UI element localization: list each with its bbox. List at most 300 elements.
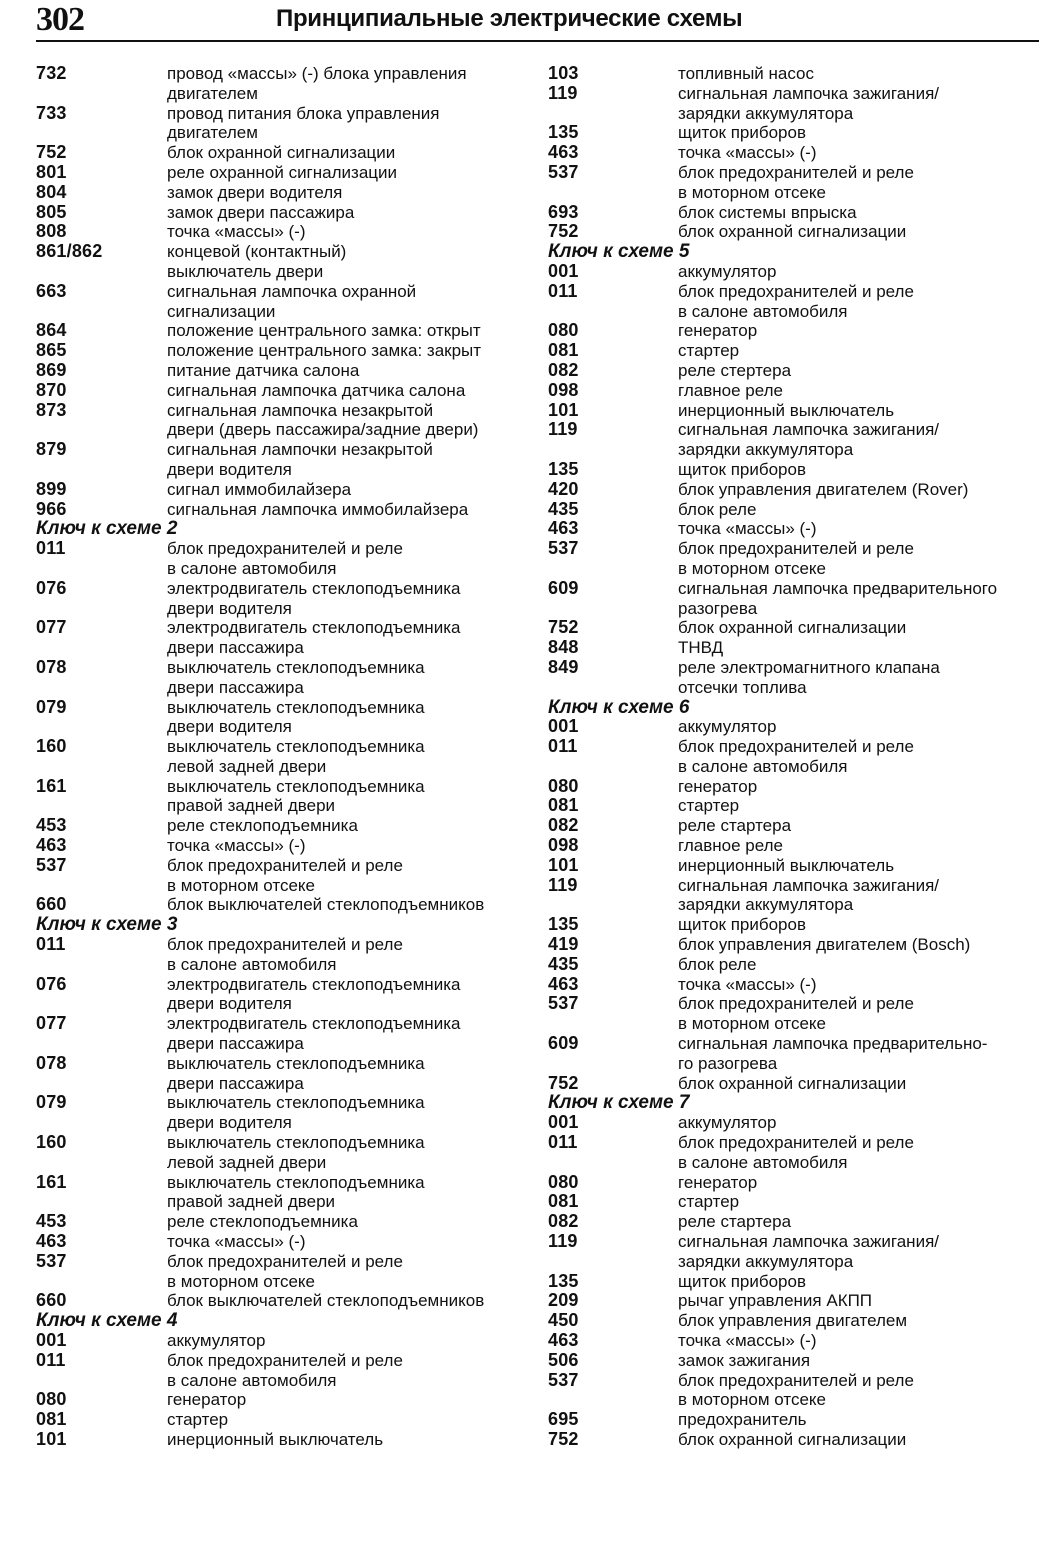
entry-code: 098 — [548, 835, 579, 856]
entry-description — [167, 1252, 532, 1292]
description-line: в моторном отсеке — [167, 1271, 315, 1291]
description-line: точка «массы» (-) — [678, 519, 817, 539]
description-line: блок реле — [678, 954, 757, 974]
entry-code: 076 — [36, 973, 67, 994]
legend-entry — [36, 282, 532, 322]
description-line: выключатель стеклоподъемника — [167, 1053, 425, 1073]
entry-description — [167, 440, 532, 480]
entry-description — [167, 1093, 532, 1133]
description-line: двигателем — [167, 123, 258, 143]
description-line: в салоне автомобиля — [678, 756, 848, 776]
legend-entry — [36, 1212, 532, 1232]
entry-description — [167, 658, 532, 698]
legend-entry — [548, 1311, 1040, 1331]
entry-description — [167, 618, 532, 658]
entry-code: 966 — [36, 498, 67, 519]
description-line: сигнальная лампочка зажигания/ — [678, 83, 939, 103]
entry-code: 537 — [36, 1250, 67, 1271]
entry-code: 435 — [548, 953, 579, 974]
entry-code: 848 — [548, 637, 579, 658]
legend-entry — [548, 1034, 1040, 1074]
description-line: го разогрева — [678, 1053, 778, 1073]
legend-section — [548, 1093, 1040, 1449]
entry-description — [167, 282, 532, 322]
section-heading: Ключ к схеме 7 — [548, 1092, 690, 1114]
entry-code: 732 — [36, 63, 67, 83]
description-line: блок охранной сигнализации — [678, 1073, 907, 1093]
legend-entry — [36, 1410, 532, 1430]
description-line: сигнальная лампочка зажигания/ — [678, 875, 939, 895]
description-line: блок предохранителей и реле — [167, 539, 403, 559]
description-line: выключатель стеклоподъемника — [167, 1093, 425, 1113]
legend-entry — [36, 321, 532, 341]
entry-description — [678, 1311, 1040, 1331]
legend-entry — [548, 935, 1040, 955]
legend-entry — [36, 895, 532, 915]
legend-entry — [548, 1192, 1040, 1212]
legend-entry — [36, 698, 532, 738]
legend-entry — [548, 282, 1040, 322]
legend-entry — [548, 1371, 1040, 1411]
description-line: блок выключателей стеклоподъемников — [167, 1291, 485, 1311]
entry-code: 808 — [36, 221, 67, 242]
description-line: блок предохранителей и реле — [678, 281, 914, 301]
entry-code: 537 — [548, 538, 579, 559]
entry-description — [678, 915, 1040, 935]
legend-section — [36, 1311, 532, 1450]
entry-code: 873 — [36, 399, 67, 420]
legend-entry — [36, 1133, 532, 1173]
description-line: двери пассажира — [167, 638, 304, 658]
description-line: положение центрального замка: открыт — [167, 321, 481, 341]
entry-description — [167, 856, 532, 896]
description-line: выключатель стеклоподъемника — [167, 657, 425, 677]
entry-description — [678, 618, 1040, 638]
entry-code: 463 — [548, 973, 579, 994]
legend-entry — [548, 836, 1040, 856]
entry-code: 506 — [548, 1349, 579, 1370]
entry-description — [678, 282, 1040, 322]
description-line: электродвигатель стеклоподъемника — [167, 1014, 461, 1034]
description-line: блок предохранителей и реле — [167, 1251, 403, 1271]
entry-code: 081 — [548, 795, 579, 816]
legend-entry — [548, 816, 1040, 836]
section-heading: Ключ к схеме 4 — [36, 1310, 178, 1332]
entry-description — [167, 836, 532, 856]
description-line: блок предохранителей и реле — [678, 539, 914, 559]
description-line: провод «массы» (-) блока управления — [167, 64, 467, 83]
description-line: блок предохранителей и реле — [678, 994, 914, 1014]
legend-entry — [548, 539, 1040, 579]
entry-description — [678, 500, 1040, 520]
entry-description — [678, 1212, 1040, 1232]
description-line: в салоне автомобиля — [167, 1370, 337, 1390]
entry-description — [167, 341, 532, 361]
entry-code: 663 — [36, 280, 67, 301]
legend-entry — [548, 480, 1040, 500]
legend-entry — [548, 777, 1040, 797]
legend-entry — [548, 84, 1040, 124]
description-line: топливный насос — [678, 64, 815, 83]
entry-code: 135 — [548, 122, 579, 143]
entry-description — [167, 975, 532, 1015]
entry-code: 077 — [36, 1013, 67, 1034]
description-line: провод питания блока управления — [167, 103, 440, 123]
description-line: сигнальная лампочка зажигания/ — [678, 1232, 939, 1252]
entry-description — [678, 203, 1040, 223]
entry-description — [678, 1291, 1040, 1311]
description-line: щиток приборов — [678, 1271, 806, 1291]
entry-code: 161 — [36, 775, 67, 796]
entry-description — [167, 1390, 532, 1410]
entry-code: 077 — [36, 617, 67, 638]
description-line: выключатель стеклоподъемника — [167, 697, 425, 717]
entry-code: 453 — [36, 1211, 67, 1232]
description-line: в моторном отсеке — [678, 182, 826, 202]
entry-description — [678, 1272, 1040, 1292]
entry-description — [678, 638, 1040, 658]
entry-code: 001 — [548, 260, 579, 281]
entry-code: 119 — [548, 82, 578, 103]
description-line: замок двери пассажира — [167, 202, 355, 222]
entry-description — [167, 480, 532, 500]
entry-code: 733 — [36, 102, 67, 123]
entry-description — [678, 658, 1040, 698]
legend-entry — [548, 876, 1040, 916]
description-line: левой задней двери — [167, 756, 327, 776]
entry-description — [678, 262, 1040, 282]
description-line: в салоне автомобиля — [678, 301, 848, 321]
entry-code: 752 — [36, 142, 67, 163]
legend-entry — [36, 975, 532, 1015]
legend-entry — [36, 816, 532, 836]
legend-entry — [548, 1351, 1040, 1371]
description-line: в салоне автомобиля — [678, 1152, 848, 1172]
description-line: точка «массы» (-) — [167, 836, 306, 856]
entry-description — [167, 1014, 532, 1054]
entry-code: 801 — [36, 161, 67, 182]
entry-code: 001 — [548, 716, 579, 737]
legend-entry — [36, 935, 532, 975]
entry-description — [167, 737, 532, 777]
description-line: в салоне автомобиля — [167, 954, 337, 974]
description-line: стартер — [167, 1410, 229, 1430]
legend-entry — [36, 163, 532, 183]
entry-code: 079 — [36, 696, 67, 717]
page-number: 302 — [36, 1, 84, 38]
entry-description — [167, 698, 532, 738]
entry-description — [167, 539, 532, 579]
legend-entry — [548, 618, 1040, 638]
legend-entry — [548, 975, 1040, 995]
entry-description — [167, 163, 532, 183]
description-line: электродвигатель стеклоподъемника — [167, 974, 461, 994]
description-line: щиток приборов — [678, 123, 806, 143]
entry-description — [678, 84, 1040, 124]
description-line: блок управления двигателем (Bosch) — [678, 935, 971, 955]
legend-entry — [36, 1351, 532, 1391]
entry-code: 011 — [36, 934, 66, 955]
entry-code: 537 — [36, 854, 67, 875]
description-line: генератор — [678, 321, 758, 341]
entry-description — [678, 341, 1040, 361]
entry-description — [167, 1410, 532, 1430]
legend-entry — [36, 579, 532, 619]
description-line: точка «массы» (-) — [167, 222, 306, 242]
entry-description — [167, 203, 532, 223]
legend-entry — [36, 1291, 532, 1311]
entry-code: 081 — [548, 1191, 579, 1212]
entry-code: 899 — [36, 478, 67, 499]
description-line: двери водителя — [167, 717, 292, 737]
entry-description — [167, 895, 532, 915]
legend-entry — [36, 1390, 532, 1410]
entry-description — [167, 1430, 532, 1450]
entry-description — [678, 401, 1040, 421]
entry-code: 752 — [548, 1428, 579, 1449]
legend-section — [548, 242, 1040, 697]
description-line: выключатель стеклоподъемника — [167, 737, 425, 757]
entry-description — [167, 1331, 532, 1351]
entry-code: 135 — [548, 914, 579, 935]
description-line: стартер — [678, 796, 740, 816]
entry-code: 752 — [548, 617, 579, 638]
entry-code: 463 — [36, 835, 67, 856]
entry-code: 101 — [548, 399, 579, 420]
legend-section — [36, 64, 532, 519]
legend-entry — [548, 1113, 1040, 1133]
entry-code: 537 — [548, 993, 579, 1014]
entry-description — [167, 1133, 532, 1173]
legend-entry — [548, 381, 1040, 401]
description-line: сигнальная лампочки незакрытой — [167, 440, 433, 460]
legend-entry — [36, 143, 532, 163]
legend-entry — [36, 222, 532, 242]
description-line: зарядки аккумулятора — [678, 440, 854, 460]
entry-description — [678, 1192, 1040, 1212]
description-line: точка «массы» (-) — [167, 1232, 306, 1252]
legend-entry — [36, 341, 532, 361]
entry-code: 695 — [548, 1409, 579, 1430]
entry-description — [678, 143, 1040, 163]
description-line: реле стеклоподъемника — [167, 816, 358, 836]
legend-entry — [36, 1430, 532, 1450]
description-line: аккумулятор — [678, 261, 777, 281]
entry-code: 209 — [548, 1290, 579, 1311]
description-line: зарядки аккумулятора — [678, 895, 854, 915]
entry-description — [678, 935, 1040, 955]
description-line: генератор — [167, 1390, 247, 1410]
legend-entry — [36, 104, 532, 144]
description-line: аккумулятор — [167, 1331, 266, 1350]
legend-entry — [36, 1014, 532, 1054]
entry-code: 609 — [548, 577, 579, 598]
legend-section — [548, 64, 1040, 242]
description-line: выключатель стеклоподъемника — [167, 776, 425, 796]
entry-description — [678, 222, 1040, 242]
description-line: предохранитель — [678, 1410, 807, 1430]
entry-code: 081 — [548, 340, 579, 361]
entry-description — [678, 1173, 1040, 1193]
entry-description — [678, 1133, 1040, 1173]
legend-entry — [36, 1093, 532, 1133]
entry-code: 101 — [36, 1428, 67, 1449]
description-line: блок предохранителей и реле — [678, 1370, 914, 1390]
description-line: сигнальная лампочка охранной — [167, 281, 417, 301]
entry-description — [678, 955, 1040, 975]
description-line: сигнал иммобилайзера — [167, 479, 352, 499]
description-line: аккумулятор — [678, 717, 777, 737]
description-line: блок реле — [678, 499, 757, 519]
legend-entry — [548, 856, 1040, 876]
entry-code: 160 — [36, 736, 67, 757]
description-line: блок системы впрыска — [678, 202, 857, 222]
entry-code: 805 — [36, 201, 67, 222]
entry-code: 080 — [36, 1389, 67, 1410]
entry-code: 453 — [36, 815, 67, 836]
legend-entry — [548, 717, 1040, 737]
description-line: электродвигатель стеклоподъемника — [167, 578, 461, 598]
entry-code: 080 — [548, 775, 579, 796]
description-line: инерционный выключатель — [678, 400, 895, 420]
entry-code: 879 — [36, 439, 67, 460]
entry-code: 752 — [548, 221, 579, 242]
entry-description — [678, 796, 1040, 816]
description-line: выключатель стеклоподъемника — [167, 1133, 425, 1153]
description-line: в моторном отсеке — [678, 558, 826, 578]
entry-description — [678, 1410, 1040, 1430]
description-line: блок предохранителей и реле — [167, 935, 403, 955]
description-line: главное реле — [678, 836, 783, 856]
header-rule — [36, 40, 1039, 42]
legend-entry — [548, 460, 1040, 480]
entry-code: 160 — [36, 1132, 67, 1153]
legend-entry — [548, 500, 1040, 520]
legend-entry — [36, 1232, 532, 1252]
right-column — [548, 64, 1040, 1450]
entry-description — [678, 1113, 1040, 1133]
entry-code: 080 — [548, 1171, 579, 1192]
description-line: двери пассажира — [167, 1034, 304, 1054]
entry-code: 076 — [36, 577, 67, 598]
entry-description — [678, 777, 1040, 797]
legend-entry — [548, 361, 1040, 381]
legend-entry — [36, 539, 532, 579]
entry-description — [167, 401, 532, 441]
entry-description — [678, 321, 1040, 341]
legend-entry — [36, 203, 532, 223]
entry-description — [678, 737, 1040, 777]
entry-code: 001 — [36, 1330, 67, 1350]
entry-code: 752 — [548, 1072, 579, 1093]
description-line: замок зажигания — [678, 1350, 811, 1370]
entry-code: 078 — [36, 656, 67, 677]
entry-code: 080 — [548, 320, 579, 341]
entry-code: 098 — [548, 379, 579, 400]
description-line: точка «массы» (-) — [678, 1331, 817, 1350]
section-heading: Ключ к схеме 5 — [548, 241, 690, 263]
legend-entry — [548, 341, 1040, 361]
entry-description — [167, 64, 532, 104]
description-line: двери пассажира — [167, 677, 304, 697]
entry-code: 011 — [36, 538, 66, 559]
description-line: правой задней двери — [167, 796, 336, 816]
entry-code: 864 — [36, 320, 67, 341]
legend-entry — [548, 1410, 1040, 1430]
section-heading: Ключ к схеме 2 — [36, 518, 178, 540]
legend-entry — [548, 143, 1040, 163]
entry-code: 419 — [548, 934, 579, 955]
description-line: положение центрального замка: закрыт — [167, 341, 482, 361]
legend-entry — [548, 1430, 1040, 1450]
entry-code: 420 — [548, 478, 579, 499]
section-heading: Ключ к схеме 3 — [36, 914, 178, 936]
entry-code: 103 — [548, 63, 579, 83]
description-line: питание датчика салона — [167, 360, 360, 380]
entry-description — [167, 816, 532, 836]
description-line: двери водителя — [167, 1113, 292, 1133]
entry-code: 081 — [36, 1409, 67, 1430]
entry-code: 537 — [548, 161, 579, 182]
entry-description — [167, 222, 532, 242]
entry-code: 865 — [36, 340, 67, 361]
description-line: зарядки аккумулятора — [678, 1251, 854, 1271]
description-line: блок управления двигателем (Rover) — [678, 479, 969, 499]
description-line: замок двери водителя — [167, 182, 343, 202]
entry-description — [678, 1351, 1040, 1371]
description-line: в моторном отсеке — [678, 1390, 826, 1410]
description-line: блок охранной сигнализации — [678, 1429, 907, 1449]
legend-section — [36, 519, 532, 915]
entry-description — [167, 1054, 532, 1094]
description-line: сигнальная лампочка зажигания/ — [678, 420, 939, 440]
entry-description — [678, 876, 1040, 916]
description-line: двери водителя — [167, 598, 292, 618]
description-line: стартер — [678, 341, 740, 361]
entry-code: 001 — [548, 1112, 579, 1133]
description-line: сигнальная лампочка предварительного — [678, 578, 998, 598]
entry-description — [678, 1232, 1040, 1272]
entry-code: 119 — [548, 874, 578, 895]
legend-section — [36, 915, 532, 1311]
legend-entry — [36, 836, 532, 856]
entry-code: 537 — [548, 1369, 579, 1390]
description-line: правой задней двери — [167, 1192, 336, 1212]
entry-code: 660 — [36, 1290, 67, 1311]
entry-description — [167, 1232, 532, 1252]
description-line: реле электромагнитного клапана — [678, 657, 940, 677]
entry-code: 463 — [36, 1231, 67, 1252]
description-line: сигнальная лампочка незакрытой — [167, 400, 434, 420]
section-heading: Ключ к схеме 6 — [548, 696, 690, 718]
description-line: сигнальная лампочка датчика салона — [167, 380, 466, 400]
entry-description — [167, 381, 532, 401]
legend-entry — [36, 480, 532, 500]
entry-code: 082 — [548, 359, 579, 380]
entry-code: 463 — [548, 518, 579, 539]
entry-description — [678, 480, 1040, 500]
description-line: ТНВД — [678, 638, 724, 658]
legend-entry — [36, 401, 532, 441]
legend-entry — [548, 1212, 1040, 1232]
legend-entry — [36, 64, 532, 104]
entry-description — [678, 1430, 1040, 1450]
legend-entry — [548, 1291, 1040, 1311]
description-line: аккумулятор — [678, 1113, 777, 1133]
legend-entry — [548, 519, 1040, 539]
description-line: в моторном отсеке — [167, 875, 315, 895]
entry-description — [167, 777, 532, 817]
